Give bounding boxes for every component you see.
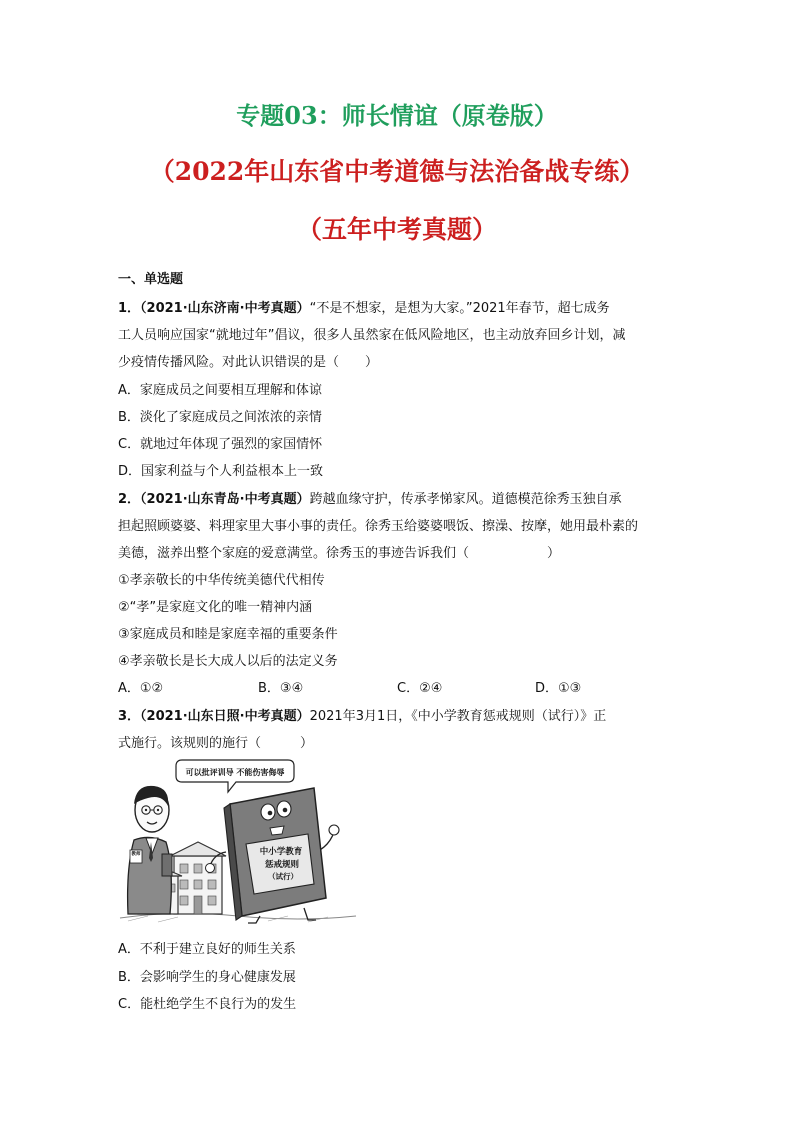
speech-text: 可以批评训导 不能伤害侮辱 <box>185 768 285 777</box>
q2-line-1 <box>118 488 622 507</box>
rulebook-title-1: 中小学教育 <box>259 847 303 857</box>
title-line-3: （五年中考真题） <box>296 215 497 244</box>
q1-option-d: D．国家利益与个人利益根本上一致 <box>118 464 324 479</box>
q1-option-c: C．就地过年体现了强烈的家国情怀 <box>118 437 323 452</box>
q1-line-1 <box>118 297 610 316</box>
speech-bubble <box>176 760 294 792</box>
title-line-1: 专题03：师长情谊（原卷版） <box>236 101 558 130</box>
q2-source: 2．（2021·山东青岛·中考真题） <box>118 492 310 507</box>
q2-options <box>118 677 678 695</box>
q1-line-3: 少疫情传播风险。对此认识错误的是（ ） <box>118 355 379 370</box>
q1-source: 1．（2021·山东济南·中考真题） <box>118 301 310 316</box>
cartoon-illustration <box>118 758 358 926</box>
q1-option-a: A．家庭成员之间要相互理解和体谅 <box>118 383 322 398</box>
q1-text-1: “不是不想家，是想为大家。”2021年春节，超七成务 <box>309 301 610 316</box>
q2-statement-2: ②“孝”是家庭文化的唯一精神内涵 <box>118 600 313 615</box>
q3-option-a: A．不利于建立良好的师生关系 <box>118 942 296 957</box>
rulebook-title-3: （试行） <box>268 872 298 881</box>
q3-line-1 <box>118 705 606 724</box>
teacher-tag-label: 教师 <box>131 852 141 857</box>
q2-statement-1: ①孝亲敬长的中华传统美德代代相传 <box>118 573 325 588</box>
q2-line-3: 美德，滋养出整个家庭的爱意满堂。徐秀玉的事迹告诉我们（ ） <box>118 546 561 561</box>
q2-line-2: 担起照顾婆婆、料理家里大事小事的责任。徐秀玉给婆婆喂饭、擦澡、按摩，她用最朴素的 <box>118 519 639 534</box>
q3-text-1: 2021年3月1日，《中小学教育惩戒规则（试行）》正 <box>309 709 607 724</box>
q2-text-1: 跨越血缘守护，传承孝悌家风。道德模范徐秀玉独自承 <box>309 492 622 507</box>
teacher-figure <box>128 786 172 914</box>
q2-option-a: A．①② <box>118 681 164 696</box>
rulebook-title-2: 惩戒规则 <box>264 860 300 870</box>
q3-option-b: B．会影响学生的身心健康发展 <box>118 970 296 985</box>
section-title: 一、单选题 <box>118 272 184 287</box>
q2-statement-3: ③家庭成员和睦是家庭幸福的重要条件 <box>118 627 338 642</box>
q2-option-b: B．③④ <box>258 681 304 696</box>
q2-statement-4: ④孝亲敬长是长大成人以后的法定义务 <box>118 654 338 669</box>
q3-option-c: C．能杜绝学生不良行为的发生 <box>118 997 297 1012</box>
q2-option-c: C．②④ <box>397 681 443 696</box>
title-line-2: （2022年山东省中考道德与法治备战专练） <box>149 157 645 186</box>
q2-option-d: D．①③ <box>535 681 582 696</box>
q3-source: 3．（2021·山东日照·中考真题） <box>118 709 310 724</box>
q1-option-b: B．淡化了家庭成员之间浓浓的亲情 <box>118 410 322 425</box>
q3-line-2: 式施行。该规则的施行（ ） <box>118 736 314 751</box>
q1-line-2: 工人员响应国家“就地过年”倡议，很多人虽然家在低风险地区，也主动放弃回乡计划，减 <box>118 328 626 343</box>
